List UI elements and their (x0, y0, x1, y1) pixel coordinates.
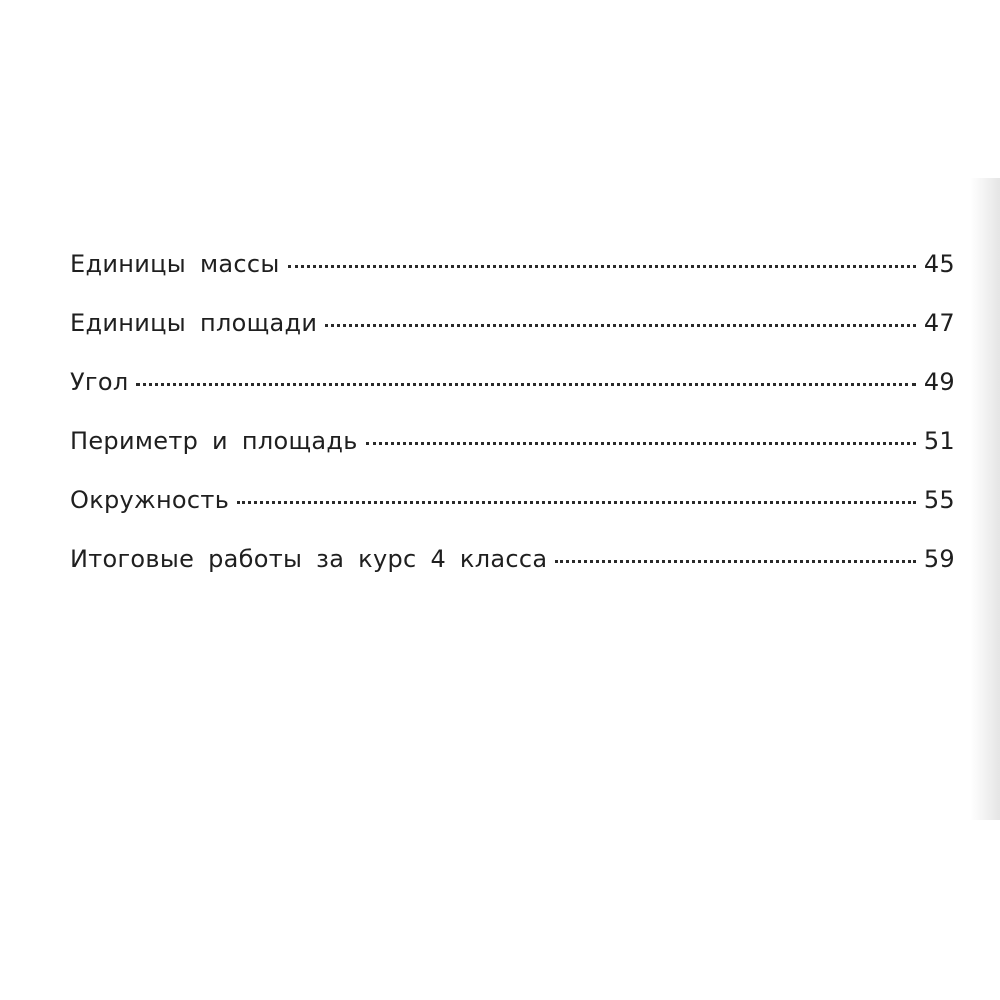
toc-entry-page: 47 (923, 309, 955, 337)
toc-entry (70, 427, 955, 486)
toc-entry (70, 486, 955, 545)
dot-leader (555, 560, 915, 563)
toc-entry-title: Единицы массы (70, 250, 280, 278)
toc-entry-title: Итоговые работы за курс 4 класса (70, 545, 548, 573)
toc-entry (70, 309, 955, 368)
toc-entry-title: Единицы площади (70, 309, 318, 337)
toc-entry (70, 250, 955, 309)
table-of-contents (70, 250, 955, 604)
page-edge-shadow (970, 178, 1000, 820)
toc-entry-title: Угол (70, 368, 129, 396)
toc-entry-page: 51 (923, 427, 955, 455)
toc-entry (70, 545, 955, 604)
dot-leader (237, 501, 916, 504)
toc-entry-page: 45 (923, 250, 955, 278)
toc-entry-page: 59 (923, 545, 955, 573)
dot-leader (325, 324, 916, 327)
toc-entry-title: Окружность (70, 486, 230, 514)
dot-leader (288, 265, 916, 268)
toc-entry-page: 55 (923, 486, 955, 514)
dot-leader (136, 383, 915, 386)
toc-entry (70, 368, 955, 427)
toc-entry-title: Периметр и площадь (70, 427, 358, 455)
dot-leader (366, 442, 916, 445)
toc-entry-page: 49 (923, 368, 955, 396)
